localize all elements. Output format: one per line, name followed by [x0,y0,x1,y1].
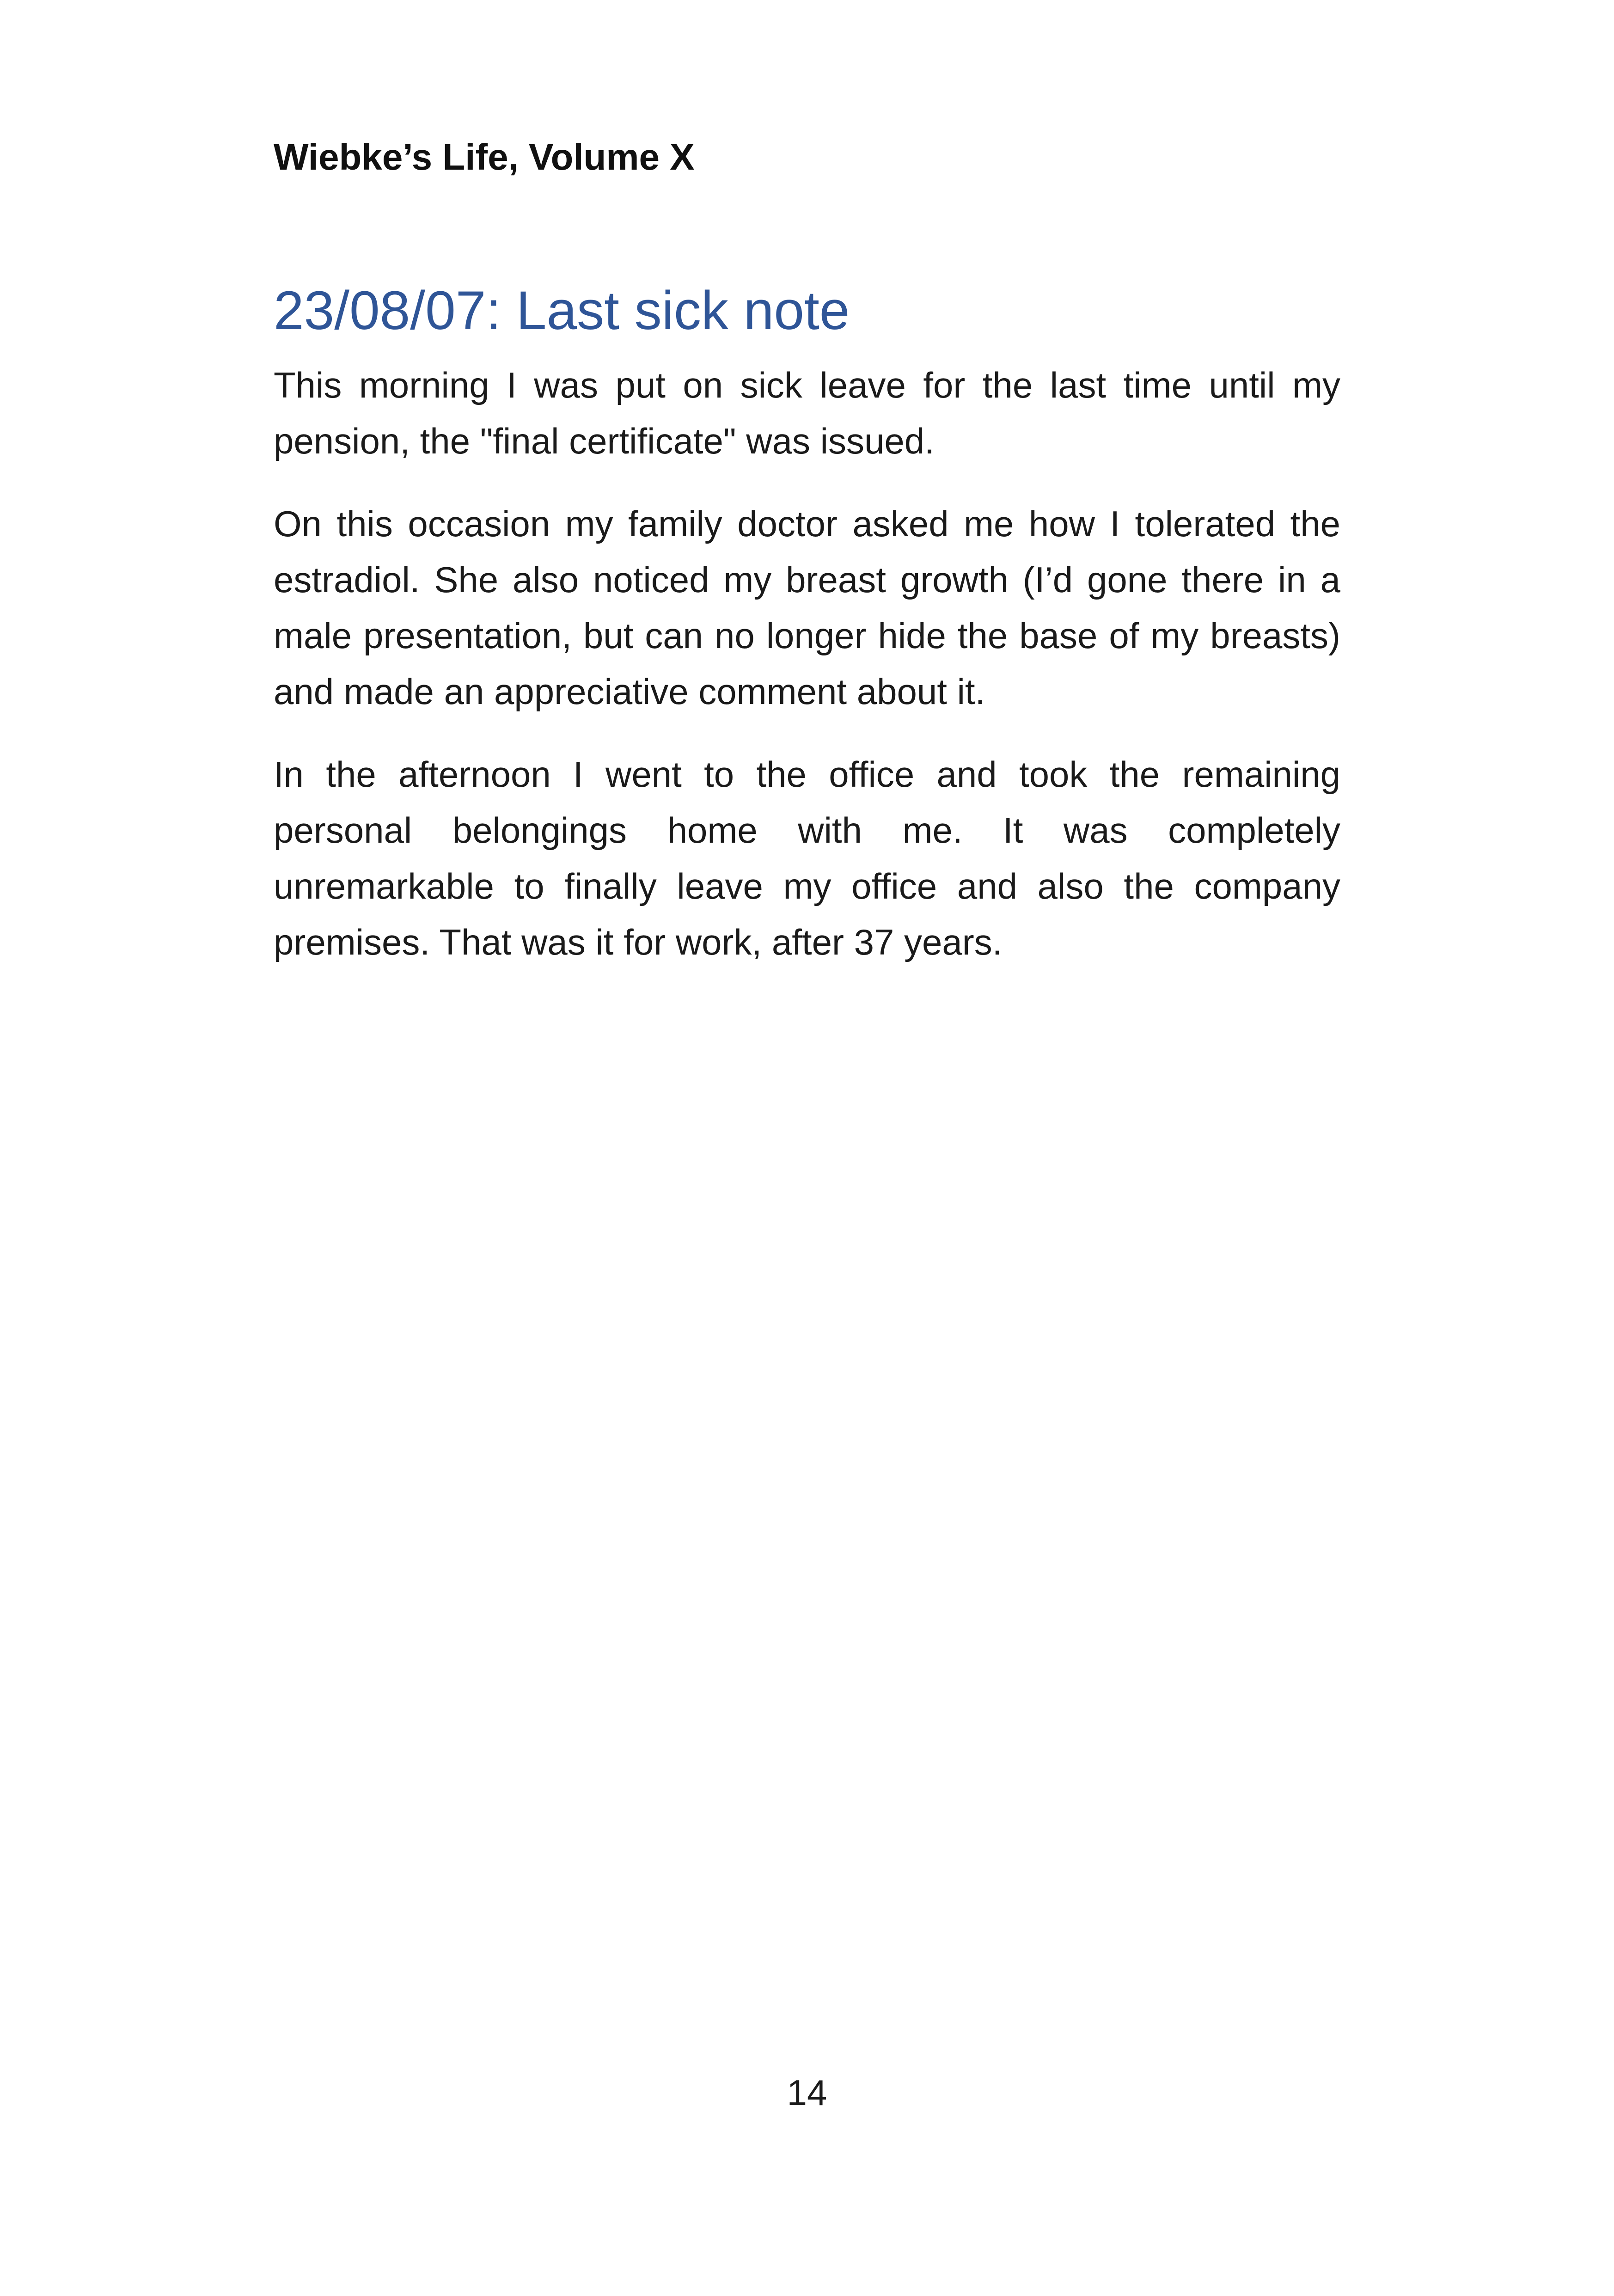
page-number: 14 [787,2072,827,2113]
diary-entry [274,280,1340,997]
entry-paragraph: In the afternoon I went to the office and took the remaining personal belongings home with me. It was completely unremarkable to finally leave my office and also the company premises. That was it for work, after 37 years. [274,753,1340,962]
entry-title: 23/08/07: Last sick note [274,280,850,341]
entry-paragraph: This morning I was put on sick leave for the last time until my pension, the "final certificate" was issued. [274,364,1340,461]
running-header: Wiebke’s Life, Volume X [274,136,695,178]
entry-paragraph: On this occasion my family doctor asked me how I tolerated the estradiol. She also noticed my breast growth (I’d gone there in a male presentation, but can no longer hide the base of my breasts) and made an appreciative comment about it. [274,503,1340,712]
